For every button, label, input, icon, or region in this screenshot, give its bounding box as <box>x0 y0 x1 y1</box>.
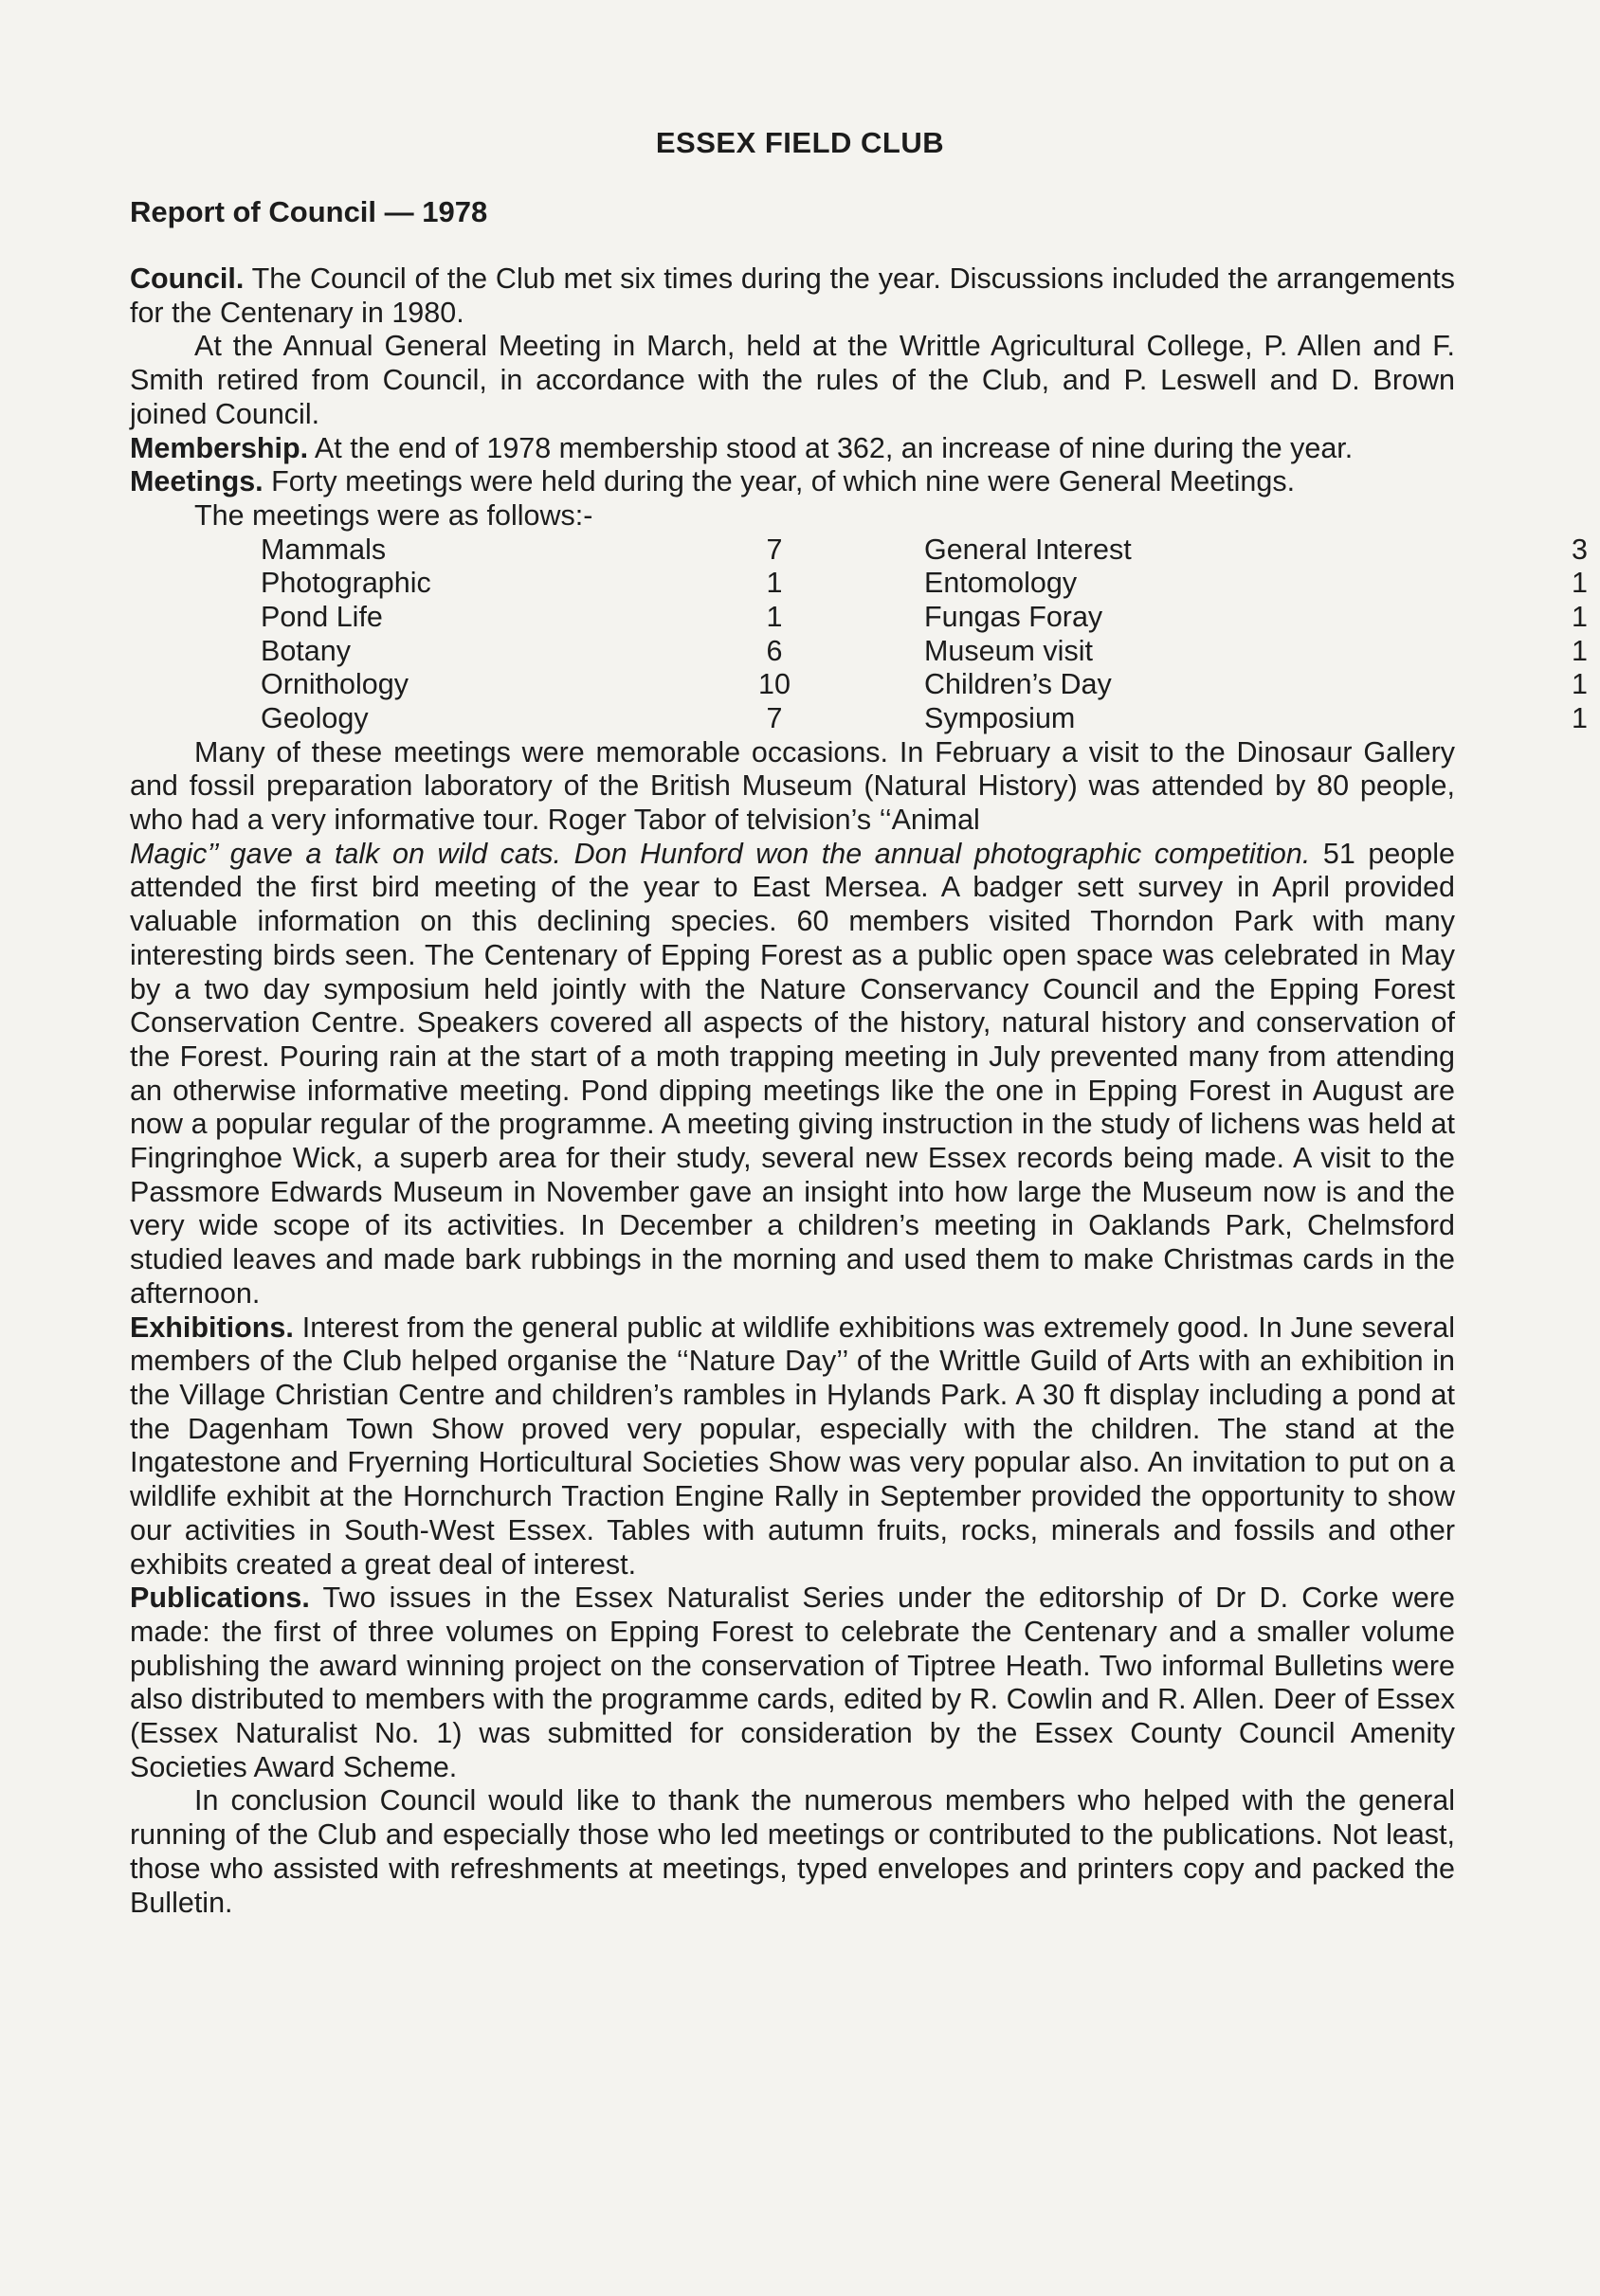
agm-paragraph: At the Annual General Meeting in March, held at the Writtle Agricultural College, P. Allen and F. Smith retired from Council, in accordance with the rules of the Club, and P. Leswell and D. Brown joined Council. <box>130 330 1455 430</box>
table-row <box>261 635 886 669</box>
meeting-type: Entomology <box>924 567 1078 600</box>
publications-heading: Publications. <box>130 1582 310 1615</box>
table-row <box>261 533 886 568</box>
meetings-heading: Meetings. <box>130 465 264 498</box>
meeting-type: Pond Life <box>261 601 383 633</box>
table-row <box>924 601 1588 635</box>
meeting-type: Photographic <box>261 567 431 600</box>
table-row <box>261 668 886 702</box>
council-paragraph <box>130 262 1455 330</box>
table-row <box>924 567 1588 601</box>
meeting-count: 1 <box>766 567 783 600</box>
meeting-type: Children’s Day <box>924 668 1112 701</box>
meeting-count: 1 <box>1572 567 1588 600</box>
meeting-count: 6 <box>766 634 783 667</box>
meeting-type: Symposium <box>924 702 1076 735</box>
meeting-count: 10 <box>758 668 791 701</box>
meeting-type: Mammals <box>261 533 387 566</box>
council-heading: Council. <box>130 262 245 295</box>
meeting-type: General Interest <box>924 533 1132 566</box>
table-row <box>924 668 1588 702</box>
publications-paragraph <box>130 1582 1455 1784</box>
meeting-count: 7 <box>766 533 783 566</box>
membership-paragraph <box>130 432 1455 466</box>
meeting-count: 7 <box>766 702 783 735</box>
meeting-count: 1 <box>766 601 783 633</box>
exhibitions-paragraph <box>130 1311 1455 1582</box>
meeting-count: 1 <box>1572 668 1588 701</box>
meeting-type: Museum visit <box>924 634 1093 667</box>
meetings-narrative-a: Many of these meetings were memorable occasions. In February a visit to the Dinosaur Gallery and fossil preparation laboratory of the British Museum (Natural History) was attended by 80 people, who had a very informative tour. Roger Tabor of telvision’s ‘‘Animal <box>130 735 1455 837</box>
council-text: The Council of the Club met six times during the year. Discussions included the arrangements for the Centenary in 1980. <box>130 262 1455 329</box>
meeting-count: 1 <box>1572 601 1588 633</box>
page-title: ESSEX FIELD CLUB <box>655 126 945 159</box>
meeting-type: Geology <box>261 702 369 735</box>
meetings-intro: The meetings were as follows:- <box>194 498 593 532</box>
conclusion-paragraph: In conclusion Council would like to thank the numerous members who helped with the general running of the Club and especially those who led meetings or contributed to the publications. Not least, those who assisted with refreshments at meetings, typed envelopes and printers copy and packed the Bulletin. <box>130 1784 1455 1919</box>
table-row <box>261 567 886 601</box>
table-row <box>924 533 1588 568</box>
membership-text: At the end of 1978 membership stood at 362, an increase of nine during the year. <box>308 431 1354 464</box>
meetings-narrative-italic: Magic’’ gave a talk on wild cats. Don Hunford won the annual photographic competition. <box>130 837 1311 870</box>
meeting-count: 1 <box>1572 634 1588 667</box>
table-row <box>924 702 1588 736</box>
meeting-type: Ornithology <box>261 668 409 701</box>
meetings-narrative <box>130 736 1455 1311</box>
meetings-narrative-b: 51 people attended the first bird meeting of the year to East Mersea. A badger sett survey in April provided valuable information on this declining species. 60 members visited Thorndon Park with many interesting birds seen. The Centenary of Epping Forest as a public open space was celebrated in May by a two day symposium held jointly with the Nature Conservancy Council and the Epping Forest Conservation Centre. Speakers covered all aspects of the history, natural history and conservation of the Forest. Pouring rain at the start of a moth trapping meeting in July prevented many from attending an otherwise informative meeting. Pond dipping meetings like the one in Epping Forest in August are now a popular regular of the programme. A meeting giving instruction in the study of lichens was held at Fingringhoe Wick, a superb area for their study, several new Essex records being made. A visit to the Passmore Edwards Museum in November gave an insight into how large the Museum now is and the very wide scope of its activities. In December a children’s meeting in Oaklands Park, Chelmsford studied leaves and made bark rubbings in the morning and used them to make Christmas cards in the afternoon. <box>130 837 1455 1310</box>
table-row <box>261 601 886 635</box>
meetings-column-right <box>924 533 1588 736</box>
meeting-type: Fungas Foray <box>924 601 1103 633</box>
report-body <box>130 262 1588 1920</box>
meetings-table <box>130 533 1588 736</box>
membership-heading: Membership. <box>130 431 309 464</box>
exhibitions-heading: Exhibitions. <box>130 1311 294 1344</box>
meeting-type: Botany <box>261 634 351 667</box>
meeting-count: 1 <box>1572 702 1588 735</box>
meeting-count: 3 <box>1572 533 1588 566</box>
table-row <box>924 635 1588 669</box>
meetings-paragraph <box>130 465 1455 499</box>
meetings-text: Forty meetings were held during the year, of which nine were General Meetings. <box>263 465 1296 498</box>
report-subtitle: Report of Council — 1978 <box>130 195 488 228</box>
table-row <box>261 702 886 736</box>
exhibitions-text: Interest from the general public at wildlife exhibitions was extremely good. In June several members of the Club helped organise the ‘‘Nature Day’’ of the Writtle Guild of Arts with an exhibition in the Village Christian Centre and children’s rambles in Hylands Park. A 30 ft display including a pond at the Dagenham Town Show proved very popular, especially with the children. The stand at the Ingatestone and Fryerning Horticultural Societies Show was very popular also. An invitation to put on a wildlife exhibit at the Hornchurch Traction Engine Rally in September provided the opportunity to show our activities in South-West Essex. Tables with autumn fruits, rocks, minerals and fossils and other exhibits created a great deal of interest. <box>130 1311 1455 1581</box>
publications-text: Two issues in the Essex Naturalist Series under the editorship of Dr D. Corke were made: the first of three volumes on Epping Forest to celebrate the Centenary and a smaller volume publishing the award winning project on the conservation of Tiptree Heath. Two informal Bulletins were also distributed to members with the programme cards, edited by R. Cowlin and R. Allen. Deer of Essex (Essex Naturalist No. 1) was submitted for consideration by the Essex County Council Amenity Societies Award Scheme. <box>130 1582 1455 1783</box>
meetings-column-left <box>261 533 886 736</box>
